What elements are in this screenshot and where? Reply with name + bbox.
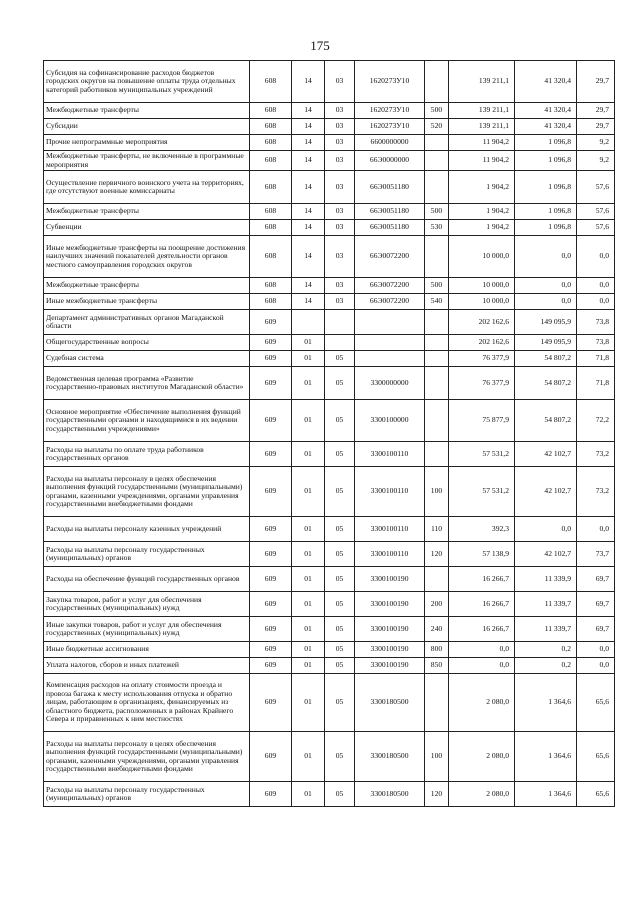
subsection-code: 05: [325, 642, 355, 658]
table-row: [44, 542, 615, 567]
budget-item-name: Общегосударственные вопросы: [44, 335, 250, 351]
executed-amount: 1 096,8: [515, 171, 577, 204]
approved-amount: 392,3: [449, 517, 515, 542]
execution-percent: 0,0: [577, 517, 615, 542]
subsection-code: 05: [325, 400, 355, 442]
section-code: 01: [292, 592, 325, 617]
expense-kind-code: [425, 367, 449, 400]
section-code: 14: [292, 119, 325, 135]
table-row: [44, 204, 615, 220]
executed-amount: 0,2: [515, 658, 577, 674]
subsection-code: 03: [325, 278, 355, 294]
execution-percent: 29,7: [577, 119, 615, 135]
execution-percent: 69,7: [577, 617, 615, 642]
target-article-code: 1620273У10: [355, 103, 425, 119]
expense-kind-code: 100: [425, 467, 449, 517]
ministry-code: 609: [250, 592, 292, 617]
execution-percent: 9,2: [577, 135, 615, 151]
expense-kind-code: [425, 171, 449, 204]
execution-percent: 73,7: [577, 542, 615, 567]
execution-percent: 65,6: [577, 674, 615, 732]
section-code: 14: [292, 135, 325, 151]
approved-amount: 10 000,0: [449, 236, 515, 278]
target-article-code: 3300100110: [355, 442, 425, 467]
budget-item-name: Иные межбюджетные трансферты: [44, 294, 250, 310]
section-code: 01: [292, 542, 325, 567]
table-row: [44, 567, 615, 592]
executed-amount: 0,0: [515, 236, 577, 278]
ministry-code: 609: [250, 658, 292, 674]
target-article-code: 66Э0051180: [355, 171, 425, 204]
executed-amount: 1 364,6: [515, 782, 577, 807]
expense-kind-code: 120: [425, 782, 449, 807]
ministry-code: 608: [250, 204, 292, 220]
section-code: 01: [292, 351, 325, 367]
subsection-code: 05: [325, 467, 355, 517]
approved-amount: 11 904,2: [449, 151, 515, 171]
expense-kind-code: [425, 567, 449, 592]
approved-amount: 76 377,9: [449, 351, 515, 367]
table-row: [44, 151, 615, 171]
executed-amount: 1 096,8: [515, 204, 577, 220]
expense-kind-code: [425, 335, 449, 351]
subsection-code: 05: [325, 658, 355, 674]
table-row: [44, 400, 615, 442]
section-code: 01: [292, 782, 325, 807]
table-row: [44, 220, 615, 236]
section-code: 01: [292, 467, 325, 517]
section-code: [292, 310, 325, 335]
ministry-code: 609: [250, 310, 292, 335]
table-row: [44, 61, 615, 103]
budget-item-name: Межбюджетные трансферты: [44, 204, 250, 220]
budget-table: [43, 60, 615, 807]
expense-kind-code: [425, 61, 449, 103]
execution-percent: 71,8: [577, 351, 615, 367]
table-row: [44, 467, 615, 517]
target-article-code: 66Э0072200: [355, 236, 425, 278]
approved-amount: 1 904,2: [449, 220, 515, 236]
table-row: [44, 367, 615, 400]
executed-amount: 54 807,2: [515, 351, 577, 367]
expense-kind-code: 500: [425, 278, 449, 294]
budget-item-name: Расходы на выплаты персоналу государственных (муниципальных) органов: [44, 542, 250, 567]
table-row: [44, 351, 615, 367]
executed-amount: 42 102,7: [515, 467, 577, 517]
table-row: [44, 236, 615, 278]
target-article-code: 66Э0051180: [355, 204, 425, 220]
ministry-code: 609: [250, 351, 292, 367]
ministry-code: 608: [250, 119, 292, 135]
subsection-code: 03: [325, 236, 355, 278]
ministry-code: 609: [250, 400, 292, 442]
executed-amount: 0,2: [515, 642, 577, 658]
budget-item-name: Расходы на выплаты по оплате труда работников государственных органов: [44, 442, 250, 467]
budget-item-name: Иные бюджетные ассигнования: [44, 642, 250, 658]
execution-percent: 0,0: [577, 294, 615, 310]
subsection-code: 05: [325, 674, 355, 732]
approved-amount: 0,0: [449, 658, 515, 674]
executed-amount: 149 095,9: [515, 335, 577, 351]
expense-kind-code: 110: [425, 517, 449, 542]
execution-percent: 57,6: [577, 220, 615, 236]
expense-kind-code: 200: [425, 592, 449, 617]
expense-kind-code: [425, 400, 449, 442]
approved-amount: 139 211,1: [449, 103, 515, 119]
target-article-code: 1620273У10: [355, 61, 425, 103]
executed-amount: 11 339,7: [515, 617, 577, 642]
execution-percent: 0,0: [577, 658, 615, 674]
ministry-code: 609: [250, 732, 292, 782]
approved-amount: 16 266,7: [449, 592, 515, 617]
expense-kind-code: 120: [425, 542, 449, 567]
subsection-code: [325, 335, 355, 351]
approved-amount: 75 877,9: [449, 400, 515, 442]
section-code: 14: [292, 220, 325, 236]
ministry-code: 608: [250, 278, 292, 294]
target-article-code: 1620273У10: [355, 119, 425, 135]
execution-percent: 73,8: [577, 310, 615, 335]
table-row: [44, 674, 615, 732]
budget-item-name: Субвенции: [44, 220, 250, 236]
execution-percent: 65,6: [577, 732, 615, 782]
execution-percent: 0,0: [577, 278, 615, 294]
budget-item-name: Уплата налогов, сборов и иных платежей: [44, 658, 250, 674]
subsection-code: 05: [325, 367, 355, 400]
approved-amount: 76 377,9: [449, 367, 515, 400]
target-article-code: 3300180500: [355, 732, 425, 782]
section-code: 01: [292, 517, 325, 542]
approved-amount: 11 904,2: [449, 135, 515, 151]
target-article-code: 3300000000: [355, 367, 425, 400]
section-code: 01: [292, 642, 325, 658]
section-code: 14: [292, 204, 325, 220]
budget-item-name: Субсидия на софинансирование расходов бюджетов городских округов на повышение оплаты труда отдельных категорий работников муниципальных учреждений: [44, 61, 250, 103]
budget-item-name: Расходы на выплаты персоналу казенных учреждений: [44, 517, 250, 542]
execution-percent: 72,2: [577, 400, 615, 442]
approved-amount: 16 266,7: [449, 567, 515, 592]
table-row: [44, 278, 615, 294]
ministry-code: 609: [250, 542, 292, 567]
table-row: [44, 294, 615, 310]
section-code: 14: [292, 236, 325, 278]
target-article-code: 3300100110: [355, 542, 425, 567]
section-code: 01: [292, 442, 325, 467]
target-article-code: 66Э0000000: [355, 151, 425, 171]
section-code: 01: [292, 367, 325, 400]
executed-amount: 1 364,6: [515, 674, 577, 732]
target-article-code: 3300100190: [355, 592, 425, 617]
subsection-code: 05: [325, 567, 355, 592]
target-article-code: 3300100190: [355, 642, 425, 658]
subsection-code: 05: [325, 351, 355, 367]
expense-kind-code: [425, 674, 449, 732]
section-code: 14: [292, 171, 325, 204]
executed-amount: 1 096,8: [515, 151, 577, 171]
expense-kind-code: 500: [425, 103, 449, 119]
approved-amount: 1 904,2: [449, 171, 515, 204]
budget-item-name: Субсидии: [44, 119, 250, 135]
target-article-code: 3300180500: [355, 674, 425, 732]
executed-amount: 11 339,9: [515, 567, 577, 592]
ministry-code: 609: [250, 567, 292, 592]
expense-kind-code: [425, 310, 449, 335]
ministry-code: 609: [250, 782, 292, 807]
section-code: 01: [292, 400, 325, 442]
execution-percent: 73,2: [577, 442, 615, 467]
execution-percent: 69,7: [577, 592, 615, 617]
ministry-code: 609: [250, 642, 292, 658]
section-code: 01: [292, 567, 325, 592]
execution-percent: 57,6: [577, 171, 615, 204]
budget-item-name: Компенсация расходов на оплату стоимости проезда и провоза багажа к месту использования отпуска и обратно лицам, работающим в организациях, финансируемых из областного бюджета, расположенных в районах Крайнего Севера и приравненных к ним местностях: [44, 674, 250, 732]
section-code: 14: [292, 103, 325, 119]
budget-item-name: Расходы на выплаты персоналу государственных (муниципальных) органов: [44, 782, 250, 807]
execution-percent: 65,6: [577, 782, 615, 807]
executed-amount: 11 339,7: [515, 592, 577, 617]
executed-amount: 0,0: [515, 278, 577, 294]
target-article-code: [355, 335, 425, 351]
execution-percent: 29,7: [577, 61, 615, 103]
executed-amount: 42 102,7: [515, 542, 577, 567]
subsection-code: 05: [325, 542, 355, 567]
section-code: 14: [292, 278, 325, 294]
budget-item-name: Расходы на обеспечение функций государственных органов: [44, 567, 250, 592]
approved-amount: 10 000,0: [449, 278, 515, 294]
section-code: 01: [292, 674, 325, 732]
subsection-code: 03: [325, 171, 355, 204]
approved-amount: 139 211,1: [449, 119, 515, 135]
target-article-code: 3300100000: [355, 400, 425, 442]
budget-item-name: Межбюджетные трансферты, не включенные в программные мероприятия: [44, 151, 250, 171]
approved-amount: 2 080,0: [449, 782, 515, 807]
executed-amount: 1 364,6: [515, 732, 577, 782]
expense-kind-code: [425, 135, 449, 151]
budget-item-name: Осуществление первичного воинского учета на территориях, где отсутствуют военные комиссариаты: [44, 171, 250, 204]
expense-kind-code: 500: [425, 204, 449, 220]
subsection-code: 05: [325, 592, 355, 617]
execution-percent: 71,8: [577, 367, 615, 400]
execution-percent: 73,2: [577, 467, 615, 517]
executed-amount: 0,0: [515, 294, 577, 310]
approved-amount: 0,0: [449, 642, 515, 658]
expense-kind-code: 850: [425, 658, 449, 674]
subsection-code: 03: [325, 61, 355, 103]
budget-item-name: Основное мероприятие «Обеспечение выполнения функций государственными органами и находящимися в их ведении государственными учреждениями»: [44, 400, 250, 442]
table-row: [44, 103, 615, 119]
expense-kind-code: 540: [425, 294, 449, 310]
execution-percent: 9,2: [577, 151, 615, 171]
executed-amount: 1 096,8: [515, 135, 577, 151]
table-row: [44, 335, 615, 351]
budget-item-name: Иные закупки товаров, работ и услуг для обеспечения государственных (муниципальных) нужд: [44, 617, 250, 642]
executed-amount: 0,0: [515, 517, 577, 542]
subsection-code: 05: [325, 442, 355, 467]
table-row: [44, 517, 615, 542]
approved-amount: 2 080,0: [449, 674, 515, 732]
expense-kind-code: [425, 151, 449, 171]
ministry-code: 609: [250, 367, 292, 400]
budget-item-name: Расходы на выплаты персоналу в целях обеспечения выполнения функций государственными (муниципальными) органами, казенными учреждениями, органами управления государственными внебюджетными фондами: [44, 732, 250, 782]
expense-kind-code: 100: [425, 732, 449, 782]
ministry-code: 608: [250, 220, 292, 236]
budget-item-name: Закупка товаров, работ и услуг для обеспечения государственных (муниципальных) нужд: [44, 592, 250, 617]
table-row: [44, 658, 615, 674]
section-code: 01: [292, 732, 325, 782]
budget-item-name: Расходы на выплаты персоналу в целях обеспечения выполнения функций государственными (муниципальными) органами, казенными учреждениями, органами управления государственными внебюджетными фондами: [44, 467, 250, 517]
ministry-code: 609: [250, 674, 292, 732]
ministry-code: 609: [250, 617, 292, 642]
subsection-code: 03: [325, 135, 355, 151]
subsection-code: 05: [325, 732, 355, 782]
executed-amount: 149 095,9: [515, 310, 577, 335]
approved-amount: 57 531,2: [449, 467, 515, 517]
section-code: 01: [292, 617, 325, 642]
executed-amount: 41 320,4: [515, 119, 577, 135]
subsection-code: 05: [325, 517, 355, 542]
target-article-code: [355, 310, 425, 335]
ministry-code: 608: [250, 135, 292, 151]
executed-amount: 42 102,7: [515, 442, 577, 467]
budget-item-name: Судебная система: [44, 351, 250, 367]
executed-amount: 54 807,2: [515, 367, 577, 400]
target-article-code: 3300100190: [355, 658, 425, 674]
approved-amount: 2 080,0: [449, 732, 515, 782]
ministry-code: 608: [250, 294, 292, 310]
ministry-code: 608: [250, 171, 292, 204]
target-article-code: 3300100190: [355, 617, 425, 642]
target-article-code: 66Э0051180: [355, 220, 425, 236]
ministry-code: 609: [250, 517, 292, 542]
target-article-code: [355, 351, 425, 367]
table-row: [44, 642, 615, 658]
approved-amount: 1 904,2: [449, 204, 515, 220]
approved-amount: 57 138,9: [449, 542, 515, 567]
execution-percent: 57,6: [577, 204, 615, 220]
approved-amount: 57 531,2: [449, 442, 515, 467]
table-row: [44, 592, 615, 617]
section-code: 14: [292, 151, 325, 171]
target-article-code: 3300100110: [355, 467, 425, 517]
budget-item-name: Межбюджетные трансферты: [44, 103, 250, 119]
section-code: 01: [292, 335, 325, 351]
subsection-code: 03: [325, 151, 355, 171]
section-code: 14: [292, 294, 325, 310]
approved-amount: 139 211,1: [449, 61, 515, 103]
expense-kind-code: 530: [425, 220, 449, 236]
approved-amount: 202 162,6: [449, 335, 515, 351]
expense-kind-code: 800: [425, 642, 449, 658]
table-row: [44, 119, 615, 135]
executed-amount: 1 096,8: [515, 220, 577, 236]
execution-percent: 0,0: [577, 642, 615, 658]
ministry-code: 608: [250, 151, 292, 171]
budget-item-name: Иные межбюджетные трансферты на поощрение достижения наилучших значений показателей деятельности органов местного самоуправления городских округов: [44, 236, 250, 278]
ministry-code: 608: [250, 236, 292, 278]
expense-kind-code: [425, 351, 449, 367]
target-article-code: 3300180500: [355, 782, 425, 807]
page-number: 175: [310, 38, 330, 53]
table-row: [44, 617, 615, 642]
budget-table-body: [44, 61, 615, 807]
ministry-code: 608: [250, 61, 292, 103]
subsection-code: 03: [325, 294, 355, 310]
approved-amount: 202 162,6: [449, 310, 515, 335]
execution-percent: 29,7: [577, 103, 615, 119]
subsection-code: 03: [325, 119, 355, 135]
expense-kind-code: 520: [425, 119, 449, 135]
execution-percent: 0,0: [577, 236, 615, 278]
section-code: 01: [292, 658, 325, 674]
table-row: [44, 135, 615, 151]
budget-item-name: Прочие непрограммные мероприятия: [44, 135, 250, 151]
subsection-code: 05: [325, 617, 355, 642]
ministry-code: 609: [250, 467, 292, 517]
table-row: [44, 310, 615, 335]
table-row: [44, 171, 615, 204]
ministry-code: 609: [250, 335, 292, 351]
budget-item-name: Межбюджетные трансферты: [44, 278, 250, 294]
table-row: [44, 782, 615, 807]
table-row: [44, 442, 615, 467]
approved-amount: 10 000,0: [449, 294, 515, 310]
approved-amount: 16 266,7: [449, 617, 515, 642]
execution-percent: 73,8: [577, 335, 615, 351]
executed-amount: 41 320,4: [515, 61, 577, 103]
ministry-code: 609: [250, 442, 292, 467]
table-row: [44, 732, 615, 782]
budget-item-name: Ведомственная целевая программа «Развитие государственно-правовых институтов Магаданской области»: [44, 367, 250, 400]
subsection-code: 03: [325, 220, 355, 236]
section-code: 14: [292, 61, 325, 103]
subsection-code: [325, 310, 355, 335]
subsection-code: 03: [325, 103, 355, 119]
ministry-code: 608: [250, 103, 292, 119]
target-article-code: 6600000000: [355, 135, 425, 151]
expense-kind-code: [425, 236, 449, 278]
target-article-code: 3300100190: [355, 567, 425, 592]
subsection-code: 03: [325, 204, 355, 220]
expense-kind-code: [425, 442, 449, 467]
subsection-code: 05: [325, 782, 355, 807]
executed-amount: 54 807,2: [515, 400, 577, 442]
target-article-code: 66Э0072200: [355, 278, 425, 294]
target-article-code: 66Э0072200: [355, 294, 425, 310]
executed-amount: 41 320,4: [515, 103, 577, 119]
expense-kind-code: 240: [425, 617, 449, 642]
budget-item-name: Департамент административных органов Магаданской области: [44, 310, 250, 335]
execution-percent: 69,7: [577, 567, 615, 592]
target-article-code: 3300100110: [355, 517, 425, 542]
